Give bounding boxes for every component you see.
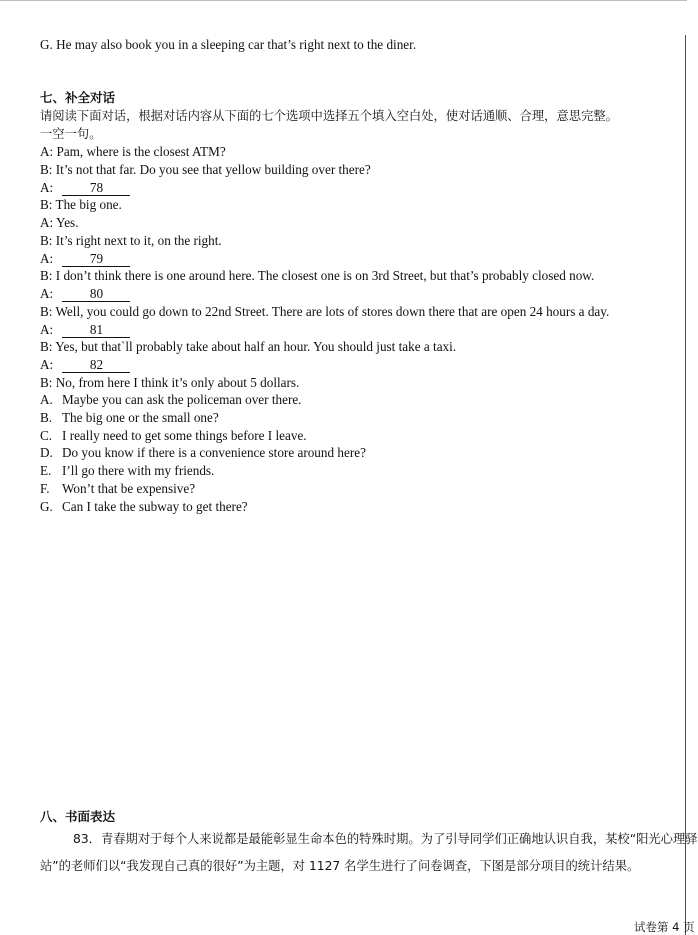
- speaker-label: A:: [40, 321, 57, 337]
- dialogue-text: Yes.: [56, 215, 79, 230]
- speaker-label: A:: [40, 179, 57, 195]
- speaker-label: A:: [40, 357, 57, 372]
- answer-blank[interactable]: 82: [62, 358, 130, 373]
- dialogue-line: [40, 375, 299, 391]
- section-8-heading: 八、书面表达: [40, 809, 116, 824]
- dialogue-line: [40, 233, 222, 249]
- dialogue-text: Yes, but that`ll probably take about half an hour. You should just take a taxi.: [55, 339, 457, 355]
- option-item: [40, 499, 248, 515]
- option-letter: A.: [40, 392, 53, 407]
- speaker-label: A:: [40, 286, 57, 301]
- right-margin-line: [685, 35, 686, 935]
- speaker-label: A:: [40, 250, 57, 266]
- answer-blank[interactable]: 81: [62, 323, 130, 338]
- speaker-label: A:: [40, 215, 56, 230]
- dialogue-line: [40, 162, 371, 178]
- answer-blank[interactable]: 79: [62, 252, 130, 267]
- question-83-text-cont: 站”的老师们以“我发现自己真的很好”为主题，对 1127 名学生进行了问卷调查，下图是部分项目的统计结果。: [40, 859, 640, 873]
- question-83-text: 83．青春期对于每个人来说都是最能彰显生命本色的特殊时期。为了引导同学们正确地认识自我，某校“阳光心理驿: [73, 832, 698, 846]
- dialogue-text: I don’t think there is one around here. The closest one is on 3rd Street, but that’s probably closed now.: [55, 268, 595, 284]
- speaker-label: B:: [40, 268, 56, 284]
- dialogue-line: [40, 180, 130, 196]
- option-text: I really need to get some things before I leave.: [62, 427, 307, 443]
- dialogue-line: [40, 357, 130, 373]
- dialogue-line: [40, 304, 609, 320]
- option-item: [40, 428, 307, 444]
- option-letter: G.: [40, 498, 53, 514]
- dialogue-line: [40, 215, 79, 231]
- dialogue-line: [40, 268, 594, 284]
- option-letter: E.: [40, 463, 52, 478]
- top-border: [0, 0, 687, 1]
- option-item: [40, 463, 214, 479]
- speaker-label: B:: [40, 161, 56, 177]
- dialogue-line: [40, 339, 456, 355]
- option-item: [40, 445, 366, 461]
- option-g-prev-section: G. He may also book you in a sleeping car that’s right next to the diner.: [40, 37, 417, 52]
- speaker-label: A:: [40, 144, 57, 159]
- dialogue-line: [40, 286, 130, 302]
- answer-blank[interactable]: 78: [62, 181, 130, 196]
- dialogue-text: It’s not that far. Do you see that yellow building over there?: [55, 161, 371, 177]
- speaker-label: B:: [40, 374, 56, 390]
- option-item: [40, 410, 219, 426]
- dialogue-text: No, from here I think it’s only about 5 dollars.: [55, 374, 300, 390]
- option-text: Can I take the subway to get there?: [62, 498, 248, 514]
- option-text: The big one or the small one?: [62, 409, 219, 425]
- option-text: Do you know if there is a convenience store around here?: [62, 445, 366, 461]
- answer-blank[interactable]: 80: [62, 287, 130, 302]
- option-item: [40, 481, 195, 497]
- option-letter: B.: [40, 409, 53, 425]
- dialogue-text: Pam, where is the closest ATM?: [56, 144, 226, 159]
- option-letter: C.: [40, 427, 53, 443]
- dialogue-text: Well, you could go down to 22nd Street. There are lots of stores down there that are open 24 hours a day.: [55, 303, 610, 319]
- option-item: [40, 392, 301, 408]
- option-text: I’ll go there with my friends.: [62, 463, 215, 478]
- dialogue-line: [40, 322, 130, 338]
- speaker-label: B:: [40, 232, 56, 248]
- page-number: 试卷第 4 页: [634, 920, 695, 934]
- dialogue-line: [40, 197, 122, 213]
- dialogue-line: [40, 144, 226, 160]
- section-7-instruction-cont: 一空一句。: [40, 127, 102, 141]
- option-letter: D.: [40, 445, 53, 461]
- speaker-label: B:: [40, 303, 56, 319]
- section-7-instruction: 请阅读下面对话，根据对话内容从下面的七个选项中选择五个填入空白处，使对话通顺、合理，意思完整。: [40, 109, 618, 123]
- dialogue-text: It’s right next to it, on the right.: [55, 232, 222, 248]
- section-7-heading: 七、补全对话: [40, 90, 116, 105]
- option-text: Maybe you can ask the policeman over there.: [62, 392, 302, 407]
- dialogue-text: The big one.: [55, 197, 122, 213]
- option-text: Won’t that be expensive?: [62, 480, 196, 496]
- speaker-label: B:: [40, 339, 56, 355]
- option-letter: F.: [40, 480, 50, 496]
- dialogue-line: [40, 251, 130, 267]
- speaker-label: B:: [40, 197, 56, 213]
